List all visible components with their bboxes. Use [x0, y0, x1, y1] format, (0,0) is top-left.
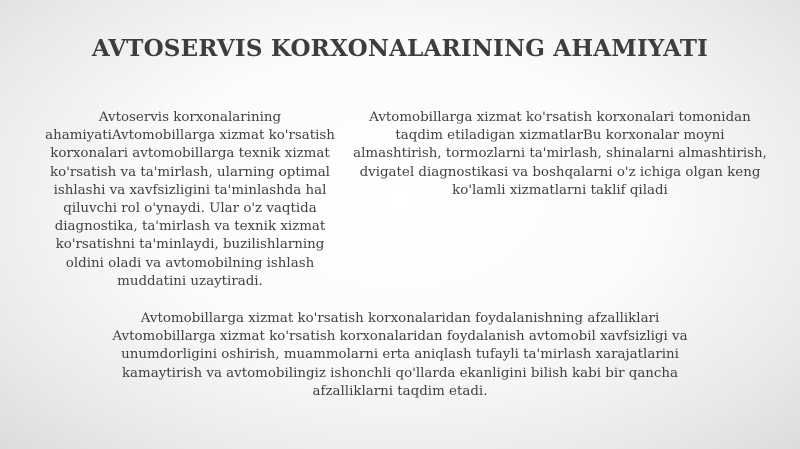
slide-title: AVTOSERVIS KORXONALARINING AHAMIYATI	[91, 35, 709, 62]
bottom-text-block: Avtomobillarga xizmat ko'rsatish korxonalaridan foydalanishning afzalliklari Avtomobillarga xizmat ko'rsatish korxonalaridan foydalanish avtomobil xavfsizligi va unumdorligini oshirish, muammolarni erta aniqlash tufayli ta'mirlash xarajatlarini kamaytirish va avtomobilingiz ishonchli qo'llarda ekanligini bilish kabi bir qancha afzalliklarni taqdim etadi.	[112, 311, 688, 399]
right-text-block: Avtomobillarga xizmat ko'rsatish korxonalari tomonidan taqdim etiladigan xizmatlarBu korxonalar moyni almashtirish, tormozlarni ta'mirlash, shinalarni almashtirish, dvigatel diagnostikasi va boshqalarni o'z ichiga olgan keng ko'lamli xizmatlarni taklif qiladi	[353, 110, 767, 198]
left-text-block: Avtoservis korxonalarining ahamiyatiAvtomobillarga xizmat ko'rsatish korxonalari avtomobillarga texnik xizmat ko'rsatish va ta'mirlash, ularning optimal ishlashi va xavfsizligini ta'minlashda hal qiluvchi rol o'ynaydi. Ular o'z vaqtida diagnostika, ta'mirlash va texnik xizmat ko'rsatishni ta'minlaydi, buzilishlarning oldini oladi va avtomobilning ishlash muddatini uzaytiradi.	[45, 110, 335, 289]
